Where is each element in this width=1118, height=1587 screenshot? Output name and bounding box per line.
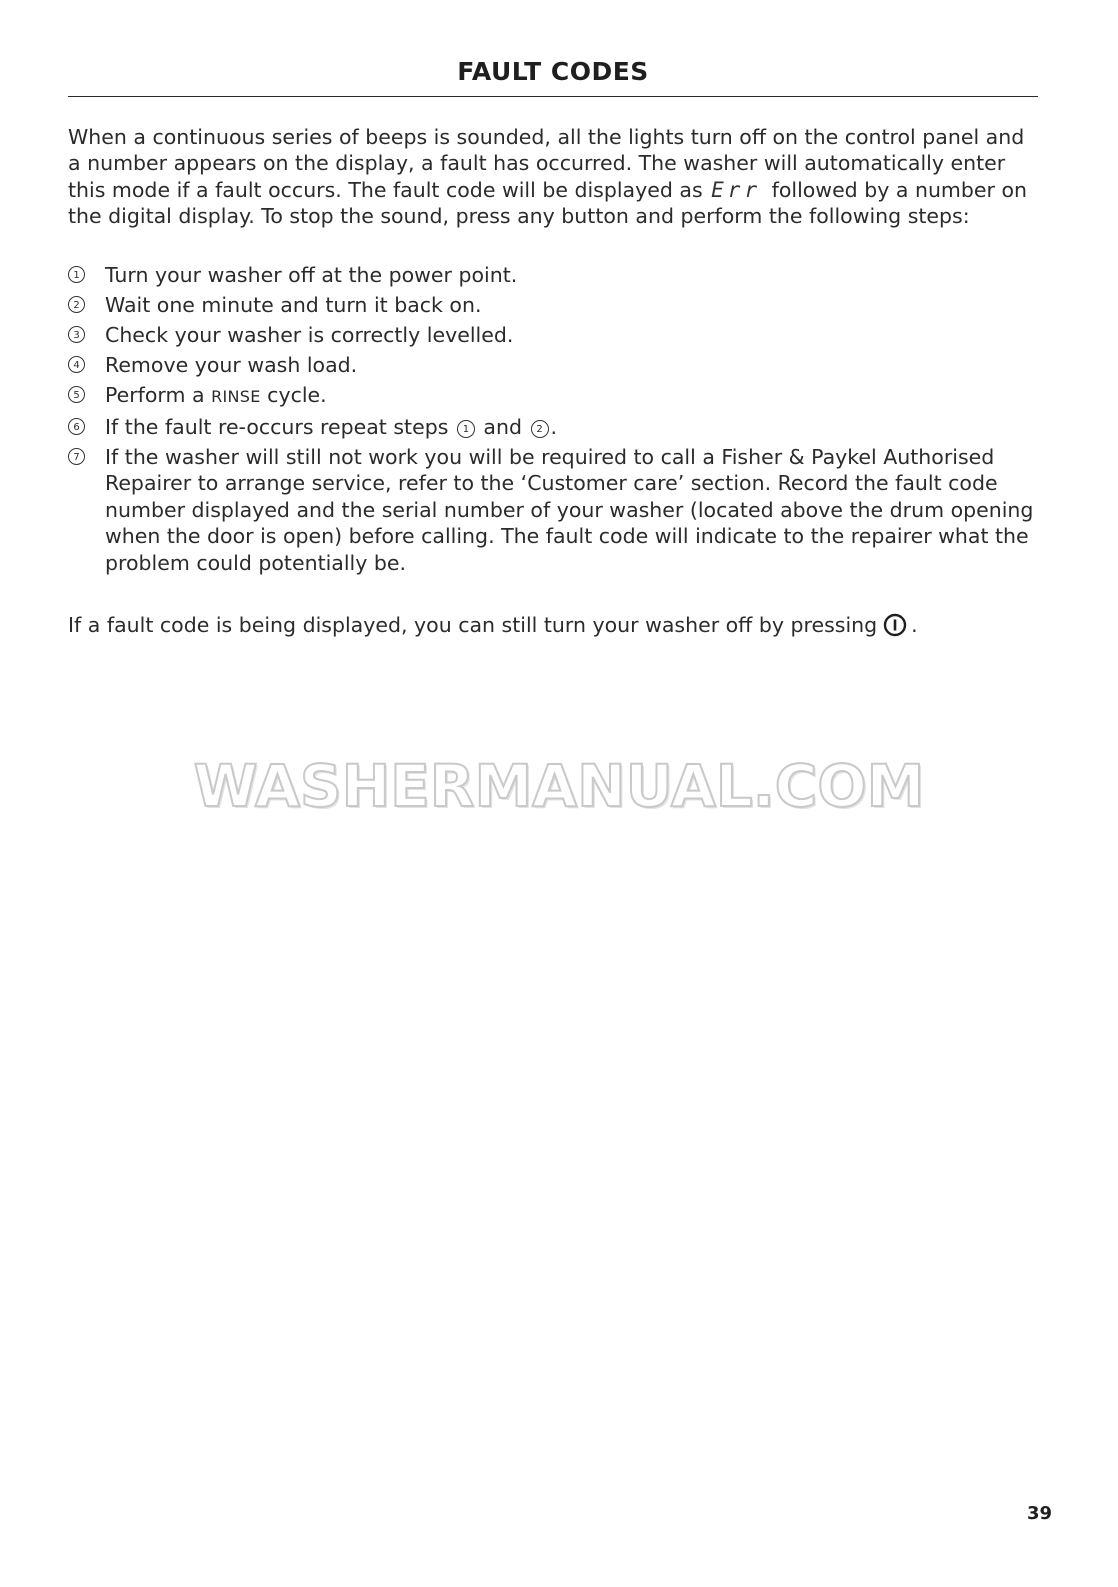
step-number-badge: 3 xyxy=(68,326,85,343)
intro-paragraph xyxy=(68,124,1043,230)
list-item xyxy=(68,322,1043,348)
step-text: Wait one minute and turn it back on. xyxy=(105,293,482,317)
step-text-middle: and xyxy=(476,415,529,439)
list-item xyxy=(68,262,1043,288)
step-text: Turn your washer off at the power point. xyxy=(105,263,518,287)
step-number-badge: 4 xyxy=(68,356,85,373)
watermark: WASHERMANUAL.COM xyxy=(193,752,925,820)
step-text-start: If the fault re-occurs repeat steps xyxy=(105,415,455,439)
page-title: FAULT CODES xyxy=(457,57,649,86)
list-item xyxy=(68,292,1043,318)
step-text: Remove your wash load. xyxy=(105,353,358,377)
list-item xyxy=(68,444,1043,576)
page-number: 39 xyxy=(1026,1503,1052,1524)
rinse-cycle-label: RINSE xyxy=(211,387,261,406)
power-off-note xyxy=(68,612,1043,638)
list-item xyxy=(68,382,1043,410)
step-text-end: cycle. xyxy=(260,383,327,407)
step-number-badge: 5 xyxy=(68,386,85,403)
power-icon xyxy=(883,613,907,637)
title-divider xyxy=(68,96,1038,97)
list-item xyxy=(68,352,1043,378)
step-reference-badge: 1 xyxy=(457,420,475,438)
step-reference-badge: 2 xyxy=(531,420,549,438)
list-item xyxy=(68,414,1043,440)
intro-text-end: followed by a number on the digital display. To stop the sound, press any button and perform the following steps: xyxy=(68,177,1028,229)
step-text: Check your washer is correctly levelled. xyxy=(105,323,514,347)
step-number-badge: 1 xyxy=(68,266,85,283)
power-off-note-text: If a fault code is being displayed, you can still turn your washer off by pressing xyxy=(68,613,878,637)
step-number-badge: 7 xyxy=(68,448,85,465)
error-code-display: Err xyxy=(711,177,762,202)
step-text-end: . xyxy=(550,415,558,439)
intro-text-start: When a continuous series of beeps is sounded, all the lights turn off on the control panel and a number appears on the display, a fault has occurred. The washer will automatically enter this mode if a fault occurs. The fault code will be displayed as xyxy=(68,125,1025,202)
step-text-start: Perform a xyxy=(105,383,212,407)
step-text: If the washer will still not work you will be required to call a Fisher & Paykel Authorised Repairer to arrange service, refer to the ‘Customer care’ section. Record the fault code number displayed and the serial number of your washer (located above the drum opening when the door is open) before calling. The fault code will indicate to the repairer what the problem could potentially be. xyxy=(105,445,1034,575)
step-number-badge: 2 xyxy=(68,296,85,313)
power-off-note-end: . xyxy=(911,613,918,637)
fault-steps-list xyxy=(68,262,1043,580)
step-number-badge: 6 xyxy=(68,418,85,435)
